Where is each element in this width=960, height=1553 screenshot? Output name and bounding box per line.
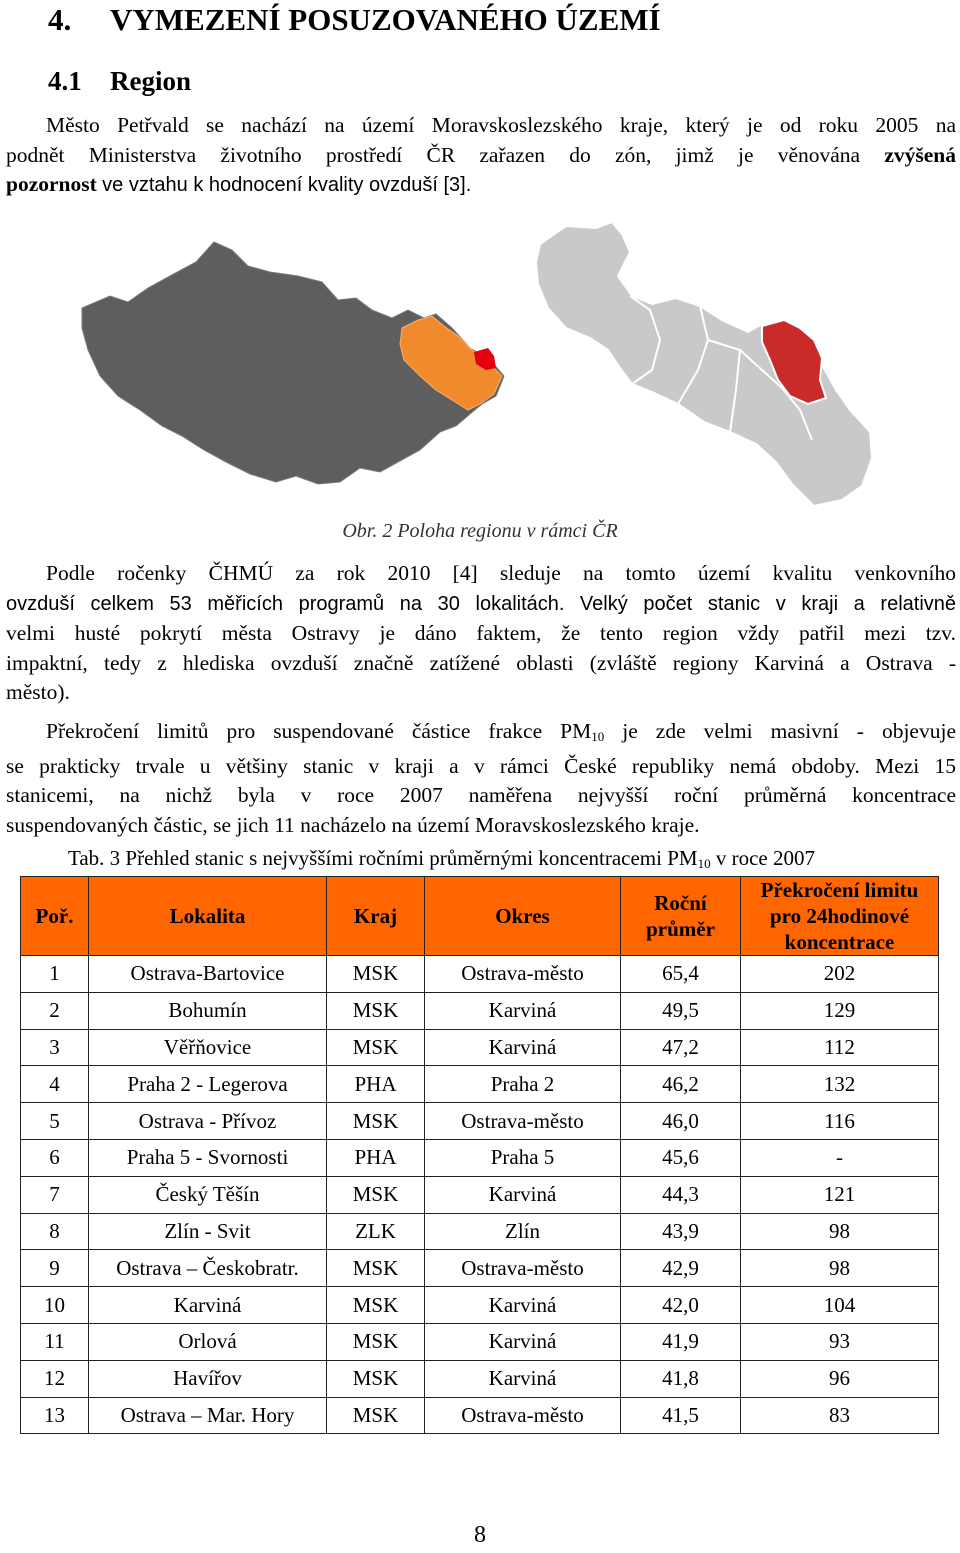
table-row bbox=[21, 1360, 939, 1397]
cell-exceedances: 129 bbox=[741, 992, 939, 1029]
table-row bbox=[21, 992, 939, 1029]
para2-line-4: impaktní, tedy z hlediska ovzduší značně zatížené oblasti (zvláště regiony Karviná a Ostrava - bbox=[6, 650, 956, 675]
cell-average: 45,6 bbox=[621, 1139, 741, 1176]
para2-line-2-text: ovzduší celkem 53 měřicích programů na 30 lokalitách. bbox=[6, 592, 565, 615]
intro-bold-2: pozornost bbox=[6, 172, 97, 196]
header-location: Lokalita bbox=[89, 877, 327, 956]
header-district: Okres bbox=[425, 877, 621, 956]
table-caption bbox=[68, 846, 815, 872]
table-caption-text: Tab. 3 Přehled stanic s nejvyššími ročními průměrnými koncentracemi PM bbox=[68, 846, 698, 870]
intro-line-2-text: podnět Ministerstva životního prostředí ČR zařazen do zón, jimž je věnována bbox=[6, 142, 861, 167]
cell-location: Praha 2 - Legerova bbox=[89, 1066, 327, 1103]
cell-location: Ostrava – Českobratr. bbox=[89, 1250, 327, 1287]
cell-region: MSK bbox=[327, 1287, 425, 1324]
cell-region: MSK bbox=[327, 1360, 425, 1397]
cell-exceedances: 132 bbox=[741, 1066, 939, 1103]
intro-paragraph bbox=[6, 111, 956, 201]
cell-region: MSK bbox=[327, 956, 425, 993]
table-caption-year: v roce 2007 bbox=[715, 846, 815, 870]
table-caption-subscript: 10 bbox=[697, 856, 711, 871]
cell-average: 43,9 bbox=[621, 1213, 741, 1250]
cell-district: Karviná bbox=[425, 1360, 621, 1397]
para2-line-2-text-b: Velký počet stanic v kraji a relativně bbox=[579, 592, 957, 615]
cell-district: Ostrava-město bbox=[425, 1103, 621, 1140]
para2-line-3: velmi husté pokrytí města Ostravy je dáno faktem, že tento region vždy patřil mezi tzv. bbox=[6, 621, 956, 645]
region-location-maps bbox=[0, 200, 960, 510]
cell-region: MSK bbox=[327, 1323, 425, 1360]
intro-line-2 bbox=[6, 141, 956, 171]
intro-line-3 bbox=[6, 170, 956, 201]
cell-rank: 2 bbox=[21, 992, 89, 1029]
cell-location: Orlová bbox=[89, 1323, 327, 1360]
para3-line-2: se prakticky trvale u většiny stanic v kraji a v rámci České republiky nemá obdoby. Mezi 15 bbox=[6, 753, 956, 778]
chapter-heading bbox=[48, 2, 661, 38]
table-row bbox=[21, 1323, 939, 1360]
cell-district: Praha 5 bbox=[425, 1139, 621, 1176]
cell-exceedances: 202 bbox=[741, 956, 939, 993]
chapter-number: 4. bbox=[48, 2, 72, 37]
cell-rank: 9 bbox=[21, 1250, 89, 1287]
header-exceed-line-3: koncentrace bbox=[784, 930, 895, 954]
cell-rank: 5 bbox=[21, 1103, 89, 1140]
cell-region: PHA bbox=[327, 1139, 425, 1176]
cell-district: Praha 2 bbox=[425, 1066, 621, 1103]
cell-rank: 10 bbox=[21, 1287, 89, 1324]
cell-region: MSK bbox=[327, 1397, 425, 1434]
cell-location: Karviná bbox=[89, 1287, 327, 1324]
cell-location: Věřňovice bbox=[89, 1029, 327, 1066]
paragraph-3 bbox=[6, 717, 956, 840]
table-row bbox=[21, 1176, 939, 1213]
cell-rank: 8 bbox=[21, 1213, 89, 1250]
header-annual-line-2: průměr bbox=[646, 917, 715, 941]
cell-location: Zlín - Svit bbox=[89, 1213, 327, 1250]
para3-line-1-text-b: je zde velmi masivní - objevuje bbox=[622, 719, 956, 743]
table-row bbox=[21, 1103, 939, 1140]
cell-exceedances: 83 bbox=[741, 1397, 939, 1434]
header-region: Kraj bbox=[327, 877, 425, 956]
cell-district: Karviná bbox=[425, 1176, 621, 1213]
cell-location: Praha 5 - Svornosti bbox=[89, 1139, 327, 1176]
table-row bbox=[21, 956, 939, 993]
para3-line-1-text: Překročení limitů pro suspendované částice frakce PM bbox=[46, 719, 592, 743]
table-row bbox=[21, 1287, 939, 1324]
para3-line-1 bbox=[6, 717, 956, 752]
cell-rank: 4 bbox=[21, 1066, 89, 1103]
cell-exceedances: 96 bbox=[741, 1360, 939, 1397]
region-detail-map bbox=[536, 222, 872, 506]
table-row bbox=[21, 1397, 939, 1434]
cell-location: Havířov bbox=[89, 1360, 327, 1397]
header-exceed-line-1: Překročení limitu bbox=[760, 878, 919, 902]
cell-average: 41,9 bbox=[621, 1323, 741, 1360]
cell-average: 41,8 bbox=[621, 1360, 741, 1397]
table-row bbox=[21, 1250, 939, 1287]
table-row bbox=[21, 1213, 939, 1250]
table-row bbox=[21, 1029, 939, 1066]
header-exceedances bbox=[741, 877, 939, 956]
cell-average: 65,4 bbox=[621, 956, 741, 993]
cell-rank: 13 bbox=[21, 1397, 89, 1434]
cell-region: MSK bbox=[327, 1176, 425, 1213]
intro-bold-1: zvýšená bbox=[884, 142, 956, 167]
cell-rank: 1 bbox=[21, 956, 89, 993]
czech-republic-map bbox=[82, 242, 504, 484]
table-header-row bbox=[21, 877, 939, 956]
header-rank: Poř. bbox=[21, 877, 89, 956]
cell-average: 47,2 bbox=[621, 1029, 741, 1066]
cell-region: MSK bbox=[327, 1250, 425, 1287]
cell-district: Ostrava-město bbox=[425, 1397, 621, 1434]
para3-line-4: suspendovaných částic, se jich 11 nacházelo na území Moravskoslezského kraje. bbox=[6, 812, 700, 837]
cell-rank: 7 bbox=[21, 1176, 89, 1213]
cell-rank: 6 bbox=[21, 1139, 89, 1176]
cell-average: 42,0 bbox=[621, 1287, 741, 1324]
table-body bbox=[21, 956, 939, 1434]
intro-line-1: Město Petřvald se nachází na území Moravskoslezského kraje, který je od roku 2005 na bbox=[46, 113, 956, 137]
cell-location: Ostrava – Mar. Hory bbox=[89, 1397, 327, 1434]
cell-average: 49,5 bbox=[621, 992, 741, 1029]
cell-district: Karviná bbox=[425, 1029, 621, 1066]
cell-district: Ostrava-město bbox=[425, 956, 621, 993]
cell-average: 41,5 bbox=[621, 1397, 741, 1434]
header-exceed-line-2: pro 24hodinové bbox=[769, 904, 910, 928]
intro-line-3-text: ve vztahu k hodnocení kvality ovzduší [3]. bbox=[102, 174, 472, 196]
cell-region: ZLK bbox=[327, 1213, 425, 1250]
para2-line-2 bbox=[6, 589, 956, 620]
cell-average: 46,0 bbox=[621, 1103, 741, 1140]
cell-district: Karviná bbox=[425, 1287, 621, 1324]
cell-exceedances: 104 bbox=[741, 1287, 939, 1324]
cell-region: MSK bbox=[327, 992, 425, 1029]
cell-exceedances: 98 bbox=[741, 1213, 939, 1250]
cell-exceedances: 98 bbox=[741, 1250, 939, 1287]
cell-district: Karviná bbox=[425, 1323, 621, 1360]
cell-location: Ostrava - Přívoz bbox=[89, 1103, 327, 1140]
figure-caption: Obr. 2 Poloha regionu v rámci ČR bbox=[342, 520, 618, 542]
cell-rank: 12 bbox=[21, 1360, 89, 1397]
cell-region: MSK bbox=[327, 1103, 425, 1140]
cell-exceedances: 112 bbox=[741, 1029, 939, 1066]
cell-exceedances: 116 bbox=[741, 1103, 939, 1140]
page-number: 8 bbox=[474, 1522, 486, 1548]
chapter-title: VYMEZENÍ POSUZOVANÉHO ÚZEMÍ bbox=[110, 2, 661, 37]
para3-line-3: stanicemi, na nichž byla v roce 2007 naměřena nejvyšší roční průměrná koncentrace bbox=[6, 783, 956, 807]
header-annual-line-1: Roční bbox=[654, 891, 707, 915]
cell-average: 44,3 bbox=[621, 1176, 741, 1213]
section-number: 4.1 bbox=[48, 66, 82, 96]
cell-location: Ostrava-Bartovice bbox=[89, 956, 327, 993]
cell-region: MSK bbox=[327, 1029, 425, 1066]
table-row bbox=[21, 1066, 939, 1103]
cell-exceedances: 121 bbox=[741, 1176, 939, 1213]
cell-rank: 3 bbox=[21, 1029, 89, 1066]
cell-district: Ostrava-město bbox=[425, 1250, 621, 1287]
section-title: Region bbox=[110, 66, 191, 96]
cell-average: 46,2 bbox=[621, 1066, 741, 1103]
cell-district: Zlín bbox=[425, 1213, 621, 1250]
header-annual-average bbox=[621, 877, 741, 956]
pm10-subscript: 10 bbox=[591, 729, 605, 744]
cell-location: Bohumín bbox=[89, 992, 327, 1029]
paragraph-2 bbox=[6, 559, 956, 708]
table-row bbox=[21, 1139, 939, 1176]
cell-location: Český Těšín bbox=[89, 1176, 327, 1213]
cell-exceedances: 93 bbox=[741, 1323, 939, 1360]
cell-district: Karviná bbox=[425, 992, 621, 1029]
cell-rank: 11 bbox=[21, 1323, 89, 1360]
section-heading bbox=[48, 66, 191, 97]
para2-line-5: město). bbox=[6, 680, 70, 704]
stations-table bbox=[20, 876, 939, 1434]
cell-exceedances: - bbox=[741, 1139, 939, 1176]
cell-region: PHA bbox=[327, 1066, 425, 1103]
cell-average: 42,9 bbox=[621, 1250, 741, 1287]
para2-line-1: Podle ročenky ČHMÚ za rok 2010 [4] sleduje na tomto území kvalitu venkovního bbox=[46, 561, 956, 585]
